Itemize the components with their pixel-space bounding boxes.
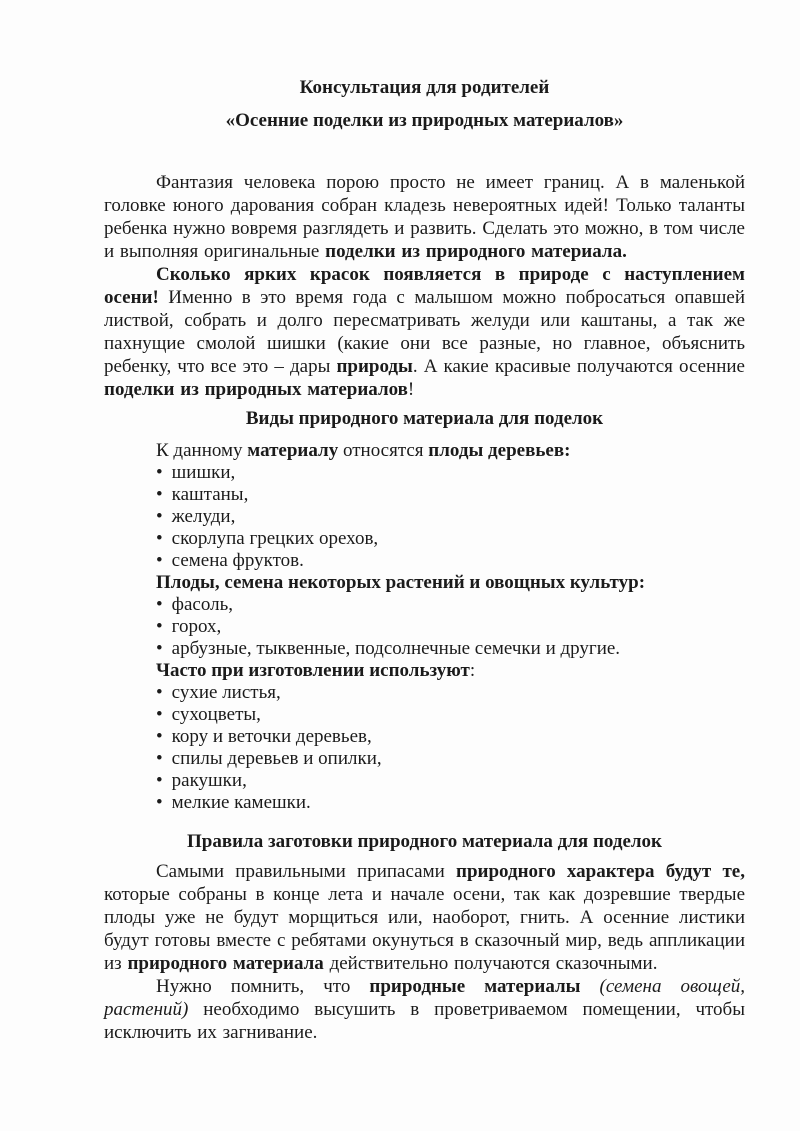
list-item-text: шишки,	[171, 462, 236, 483]
tree-fruits-list	[156, 462, 745, 572]
bullet-icon: •	[156, 704, 163, 725]
list-item	[156, 594, 745, 616]
text-run: Именно в это время года с малышом можно побросаться опавшей листвой, собрать и долго пересматривать желуди или каштаны, а так же пахнущие смолой шишки (какие они все разные, но главное, объяснить ребенку, что все это – дары	[104, 287, 745, 377]
text-run: действительно получаются сказочными.	[323, 953, 658, 974]
list-item-text: каштаны,	[171, 484, 249, 505]
bullet-icon: •	[156, 748, 163, 769]
bold-run: природного характера будут те,	[456, 861, 745, 882]
list-item-text: мелкие камешки.	[171, 792, 311, 813]
list-item	[156, 748, 745, 770]
list-item-text: семена фруктов.	[171, 550, 304, 571]
text-run: которые собраны в конце лета и начале осени, так как дозревшие твердые плоды уже не будут морщиться или, наоборот, гнить. А осенние листики будут готовы вместе с ребятами окунуться в сказочный мир, ведь аппликации из	[104, 884, 745, 974]
bullet-icon: •	[156, 550, 163, 571]
text-run: :	[469, 660, 476, 681]
list-item	[156, 616, 745, 638]
list-item-text: арбузные, тыквенные, подсолнечные семечки и другие.	[171, 638, 621, 659]
bold-run: плоды деревьев:	[428, 440, 571, 461]
list-item-text: фасоль,	[171, 594, 233, 615]
text-run: Самыми правильными припасами	[156, 861, 456, 882]
bold-run: поделки из природного материала.	[325, 241, 627, 262]
list-item-text: сухоцветы,	[171, 704, 261, 725]
bold-run: Часто при изготовлении используют	[156, 660, 470, 681]
text-run	[580, 976, 599, 997]
text-run: . А какие красивые получаются осенние	[412, 356, 745, 377]
intro-paragraph-1	[104, 171, 745, 263]
materials-lead-line	[156, 440, 745, 462]
section-heading-rules: Правила заготовки природного материала для поделок	[187, 831, 662, 852]
text-run: К данному	[156, 440, 248, 461]
list-item-text: горох,	[171, 616, 222, 637]
bullet-icon: •	[156, 462, 163, 483]
text-run: Нужно помнить, что	[156, 976, 370, 997]
italic-run: (семена овощей, растений)	[104, 976, 746, 1020]
list-item	[156, 770, 745, 792]
list-item-text: спилы деревьев и опилки,	[171, 748, 382, 769]
text-run: необходимо высушить в проветриваемом помещении, чтобы исключить их загнивание.	[104, 999, 745, 1043]
doc-title-line-1: Консультация для родителей	[299, 77, 550, 98]
list-item	[156, 550, 745, 572]
often-subheading	[156, 660, 745, 682]
plants-subheading: Плоды, семена некоторых растений и овощных культур:	[156, 572, 646, 593]
bold-run: поделки из природных материалов	[104, 379, 408, 400]
bold-run: Сколько ярких красок появляется в природе с наступлением осени!	[104, 264, 745, 308]
text-run: относятся	[338, 440, 429, 461]
plant-seeds-list	[156, 594, 745, 660]
list-item	[156, 792, 745, 814]
text-run: !	[407, 379, 415, 400]
intro-paragraph-2	[104, 263, 745, 401]
bold-run: материалу	[247, 440, 339, 461]
often-used-list	[156, 682, 745, 814]
bullet-icon: •	[156, 682, 163, 703]
list-item	[156, 704, 745, 726]
bullet-icon: •	[156, 528, 163, 549]
doc-title-line-2: «Осенние поделки из природных материалов»	[225, 110, 624, 131]
list-item-text: ракушки,	[171, 770, 247, 791]
list-item-text: желуди,	[171, 506, 236, 527]
list-item	[156, 484, 745, 506]
text-run: Фантазия человека порою просто не имеет границ. А в маленькой головке юного дарования собран кладезь невероятных идей! Только таланты ребенка нужно вовремя разглядеть и развить. Сделать это можно, в том числе и выполняя оригинальные	[104, 172, 745, 262]
list-item	[156, 682, 745, 704]
materials-list-block	[156, 440, 745, 814]
list-item	[156, 726, 745, 748]
bold-run: природы	[336, 356, 413, 377]
bullet-icon: •	[156, 484, 163, 505]
bullet-icon: •	[156, 616, 163, 637]
bullet-icon: •	[156, 506, 163, 527]
rules-paragraph-1	[104, 860, 745, 975]
bullet-icon: •	[156, 726, 163, 747]
list-item-text: сухие листья,	[171, 682, 281, 703]
bold-run: природного материала	[127, 953, 324, 974]
list-item-text: скорлупа грецких орехов,	[171, 528, 379, 549]
rules-paragraph-2	[104, 975, 745, 1044]
section-heading-materials: Виды природного материала для поделок	[245, 408, 604, 429]
bullet-icon: •	[156, 594, 163, 615]
list-item	[156, 462, 745, 484]
bullet-icon: •	[156, 770, 163, 791]
bullet-icon: •	[156, 638, 163, 659]
bold-run: природные материалы	[369, 976, 581, 997]
list-item-text: кору и веточки деревьев,	[171, 726, 372, 747]
list-item	[156, 506, 745, 528]
list-item	[156, 528, 745, 550]
list-item	[156, 638, 745, 660]
bullet-icon: •	[156, 792, 163, 813]
